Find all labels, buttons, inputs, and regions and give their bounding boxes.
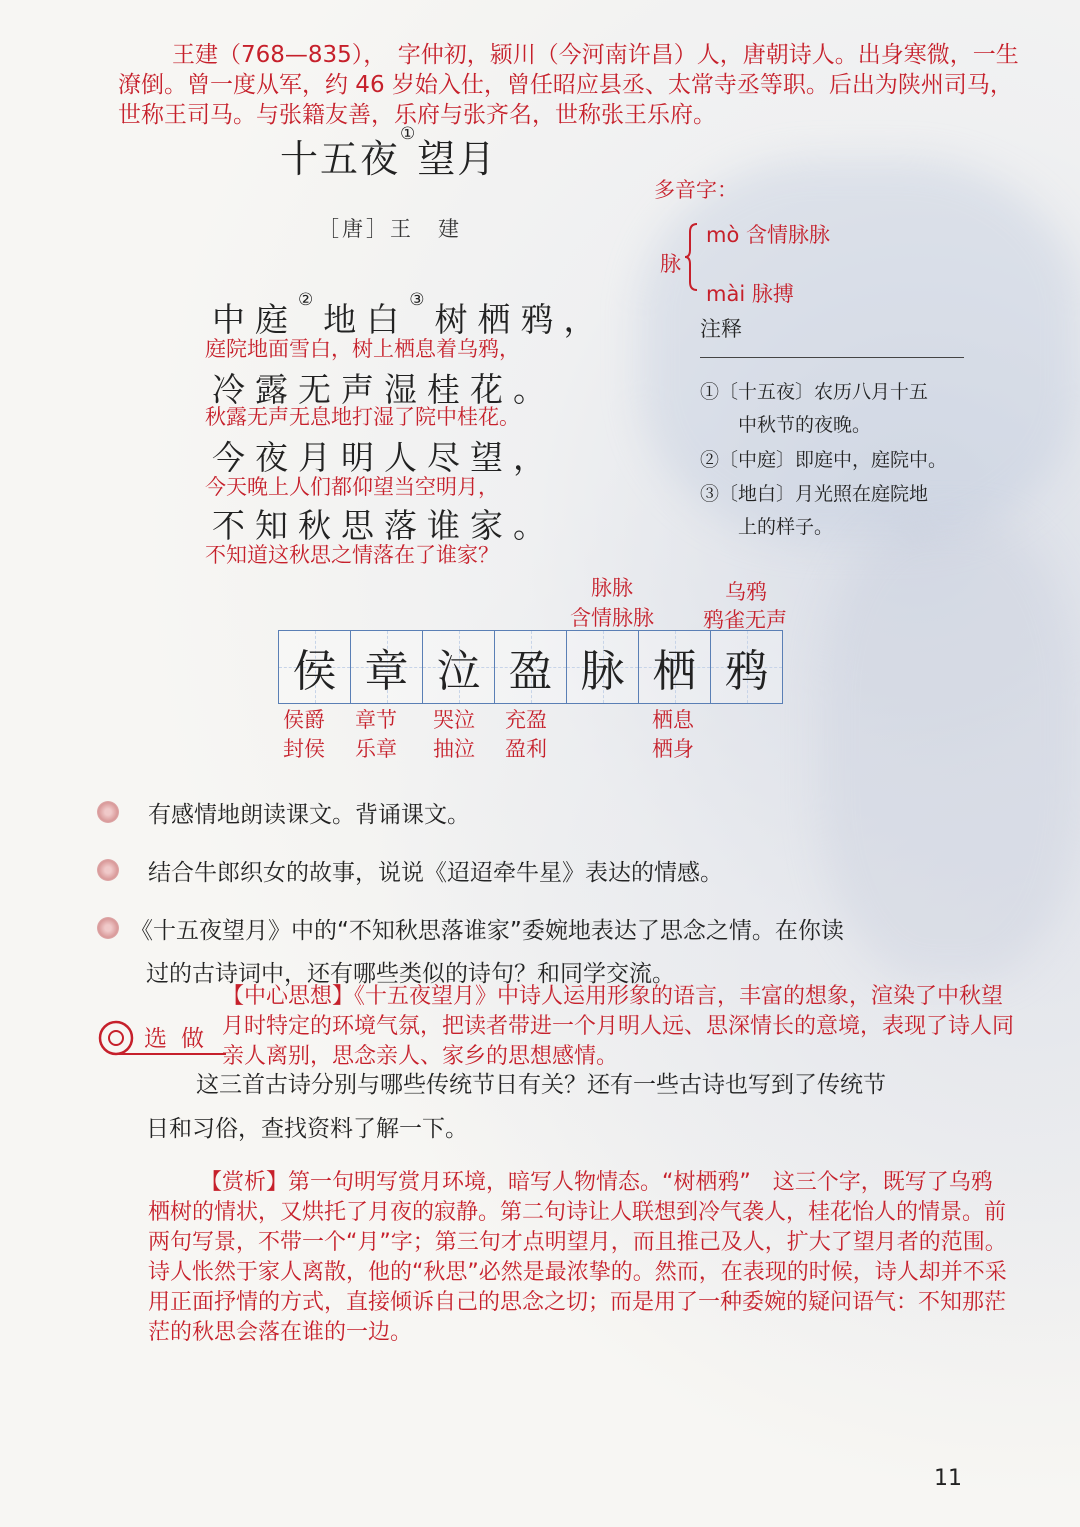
poem-translation-1: 庭院地面雪白，树上栖息着乌鸦， xyxy=(205,337,520,361)
word-below-1: 侯爵 xyxy=(283,708,325,732)
notes-label: 注释 xyxy=(700,317,742,341)
word-below-6: 栖身 xyxy=(652,737,694,761)
select-do-text: 这三首古诗分别与哪些传统节日有关？还有一些古诗也写到了传统节 xyxy=(196,1072,886,1098)
character-cell: 栖 xyxy=(639,631,711,703)
word-above-mai: 含情脉脉 xyxy=(570,606,654,630)
poem-line-1: 中庭②地白③树栖鸦， xyxy=(212,290,607,339)
exercise-bullet-icon xyxy=(97,859,119,881)
character-cell: 盈 xyxy=(495,631,567,703)
poem-line-2: 冷露无声湿桂花。 xyxy=(212,370,556,409)
exercise-2: 结合牛郎织女的故事，说说《迢迢牵牛星》表达的情感。 xyxy=(148,860,723,886)
analysis-note: 【赏析】第一句明写赏月环境，暗写人物情态。“树栖鸦” 这三个字，既写了乌鸦栖树的情状，又烘托了月夜的寂静。第二句诗让人联想到冷气袭人，桂花怡人的情景。前两句写景，不带一个“月”字；第三句才点明望月，而且推己及人，扩大了望月者的范围。诗人怅然于家人离散，他的“秋思”必然是最浓挚的。然而，在表现的时候，诗人却并不采用正面抒情的方式，直接倾诉自己的思念之切；而是用了一种委婉的疑问语气：不知那茫茫的秋思会落在谁的一边。 xyxy=(148,1170,1007,1345)
word-below-4: 充盈 xyxy=(505,708,547,732)
exercise-bullet-icon xyxy=(97,917,119,939)
select-do-label: 选做 xyxy=(144,1026,218,1052)
poem-line-3: 今夜月明人尽望， xyxy=(212,438,556,477)
note-item-1: ①〔十五夜〕农历八月十五 中秋节的夜晚。 xyxy=(700,381,929,436)
character-cell: 侯 xyxy=(279,631,351,703)
poem-translation-3: 今天晚上人们都仰望当空明月， xyxy=(205,475,499,499)
polyphonic-reading-2: mài 脉搏 xyxy=(706,282,794,306)
brace-icon xyxy=(684,222,698,292)
poem-author: ［唐］王 建 xyxy=(318,217,462,241)
word-above-ya: 乌鸦 xyxy=(725,580,767,604)
note-item-2: ②〔中庭〕即庭中，庭院中。 xyxy=(700,449,948,471)
new-characters-grid xyxy=(278,630,783,704)
word-below-2: 乐章 xyxy=(355,737,397,761)
character-cell: 鸦 xyxy=(711,631,782,703)
character-cell: 章 xyxy=(351,631,423,703)
character-cell: 泣 xyxy=(423,631,495,703)
ink-wash-decoration xyxy=(820,520,1080,980)
exercise-1: 有感情地朗读课文。背诵课文。 xyxy=(148,802,470,828)
word-below-2: 章节 xyxy=(355,708,397,732)
select-do-text-continued: 日和习俗，查找资料了解一下。 xyxy=(146,1116,468,1142)
page-number: 11 xyxy=(934,1466,962,1491)
character-cell: 脉 xyxy=(567,631,639,703)
exercise-3-continued: 过的古诗词中，还有哪些类似的诗句？和同学交流。 xyxy=(146,961,675,987)
notes-divider xyxy=(700,357,964,358)
exercise-bullet-icon xyxy=(97,801,119,823)
note-item-3: ③〔地白〕月光照在庭院地 上的样子。 xyxy=(700,483,929,538)
word-below-4: 盈利 xyxy=(505,737,547,761)
exercise-3: 《十五夜望月》中的“不知秋思落谁家”委婉地表达了思念之情。在你读 xyxy=(130,918,844,944)
polyphonic-reading-1: mò 含情脉脉 xyxy=(706,223,830,247)
word-below-1: 封侯 xyxy=(283,737,325,761)
word-below-3: 哭泣 xyxy=(433,708,475,732)
poem-line-4: 不知秋思落谁家。 xyxy=(212,506,556,545)
poem-title: 十五夜①望月 xyxy=(280,124,498,181)
word-above-ya: 鸦雀无声 xyxy=(703,608,787,632)
summary-note: 【中心思想】《十五夜望月》中诗人运用形象的语言，丰富的想象，渲染了中秋望月时特定的环境气氛，把读者带进一个月明人远、思深情长的意境，表现了诗人同亲人离别，思念亲人、家乡的思想感情。 xyxy=(222,984,1015,1069)
poem-translation-2: 秋露无声无息地打湿了院中桂花。 xyxy=(205,405,520,429)
polyphonic-char: 脉 xyxy=(660,252,681,276)
word-below-3: 抽泣 xyxy=(433,737,475,761)
polyphonic-heading: 多音字： xyxy=(654,178,738,202)
poem-translation-4: 不知道这秋思之情落在了谁家？ xyxy=(205,543,499,567)
author-note: 王建（768—835）， 字仲初，颍川（今河南许昌）人，唐朝诗人。出身寒微，一生潦倒。曾一度从军，约 46 岁始入仕，曾任昭应县丞、太常寺丞等职。后出为陕州司马，世称王司马。与张籍友善，乐府与张齐名，世称张王乐府。 xyxy=(118,42,1019,128)
word-above-mai: 脉脉 xyxy=(591,576,633,600)
word-below-6: 栖息 xyxy=(652,708,694,732)
